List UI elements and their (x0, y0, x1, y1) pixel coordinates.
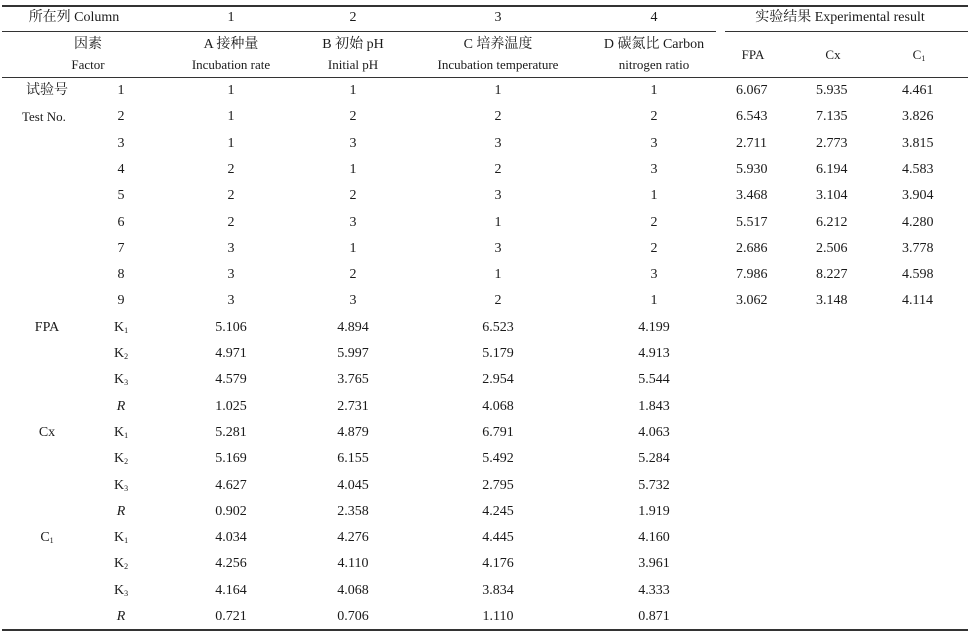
range-label (117, 609, 126, 625)
value-d: 0.871 (638, 609, 670, 624)
level-b: 2 (349, 188, 357, 203)
factor-b-cn: B 初始 pH (322, 37, 384, 52)
value-b: 4.110 (337, 556, 369, 571)
trial-number: 2 (117, 109, 125, 124)
result-header-fpa (742, 47, 765, 63)
level-c: 3 (494, 136, 502, 151)
result-cx: 6.212 (816, 215, 848, 230)
header-bottom-rule (2, 77, 968, 78)
result-fpa: 2.686 (736, 241, 768, 256)
factor-d-en: nitrogen ratio (618, 57, 690, 72)
level-a: 2 (227, 188, 235, 203)
value-a: 0.902 (215, 504, 247, 519)
result-fpa: 3.062 (736, 293, 768, 308)
level-d: 1 (650, 188, 658, 203)
result-cx: 2.773 (816, 136, 848, 151)
level-a: 3 (227, 293, 235, 308)
value-d: 3.961 (638, 556, 670, 571)
value-b: 4.068 (337, 583, 369, 598)
result-cx: 3.148 (816, 293, 848, 308)
result-c1: 3.778 (902, 241, 934, 256)
level-d: 2 (650, 241, 658, 256)
k-label-sub: 3 (124, 589, 129, 598)
k-label-sub: 2 (124, 457, 129, 466)
level-d: 2 (650, 109, 658, 124)
trial-number: 1 (117, 83, 125, 98)
value-d: 1.843 (638, 399, 670, 414)
trial-number: 8 (117, 267, 125, 282)
k-label (114, 556, 128, 572)
result-c1: 3.904 (902, 188, 934, 203)
factor-header-cn: 因素 (74, 37, 102, 52)
header-rule-right (725, 31, 968, 32)
k-label-sub: 1 (124, 326, 129, 335)
level-b: 1 (349, 162, 357, 177)
level-a: 1 (227, 136, 235, 151)
trial-number: 6 (117, 215, 125, 230)
result-header-c1 (913, 47, 926, 63)
level-c: 1 (494, 215, 502, 230)
result-fpa: 6.067 (736, 83, 768, 98)
value-b: 4.045 (337, 478, 369, 493)
level-b: 3 (349, 293, 357, 308)
level-c: 2 (494, 109, 502, 124)
result-cx: 3.104 (816, 188, 848, 203)
value-d: 4.199 (638, 320, 670, 335)
level-a: 1 (227, 109, 235, 124)
value-b: 4.276 (337, 530, 369, 545)
value-b: 6.155 (337, 451, 369, 466)
result-fpa: 5.517 (736, 215, 768, 230)
value-a: 1.025 (215, 399, 247, 414)
analysis-group-text: Cx (38, 425, 56, 440)
k-label (114, 425, 128, 441)
analysis-group-label (40, 530, 53, 546)
result-c1: 3.826 (902, 109, 934, 124)
result-fpa: 2.711 (736, 136, 767, 151)
value-c: 1.110 (482, 609, 514, 624)
value-b: 4.879 (337, 425, 369, 440)
value-a: 4.579 (215, 372, 247, 387)
level-c: 3 (494, 188, 502, 203)
trial-number: 7 (117, 241, 125, 256)
value-d: 4.913 (638, 346, 670, 361)
result-cx: 6.194 (816, 162, 848, 177)
level-d: 1 (650, 83, 658, 98)
col-number-1: 1 (227, 10, 235, 25)
k-label-sub: 2 (124, 562, 129, 571)
k-label (114, 346, 128, 362)
factor-b-en: Initial pH (327, 57, 379, 72)
value-b: 5.997 (337, 346, 369, 361)
k-label-text: K (113, 451, 125, 466)
value-a: 4.164 (215, 583, 247, 598)
level-c: 3 (494, 241, 502, 256)
k-label-text: K (113, 372, 125, 387)
result-c1: 4.598 (902, 267, 934, 282)
level-d: 3 (650, 136, 658, 151)
value-d: 5.732 (638, 478, 670, 493)
factor-header-en: Factor (71, 57, 105, 72)
level-a: 1 (227, 83, 235, 98)
level-d: 1 (650, 293, 658, 308)
value-d: 5.544 (638, 372, 670, 387)
k-label-text: K (113, 530, 125, 545)
result-c1: 4.280 (902, 215, 934, 230)
factor-d-cn: D 碳氮比 Carbon (603, 37, 705, 52)
value-b: 2.731 (337, 399, 369, 414)
level-c: 2 (494, 293, 502, 308)
k-label (114, 583, 128, 599)
experimental-result-header: 实验结果 Experimental result (755, 10, 925, 25)
test-label-cn: 试验号 (26, 83, 68, 98)
col-number-4: 4 (650, 10, 658, 25)
value-a: 4.627 (215, 478, 247, 493)
value-b: 0.706 (337, 609, 369, 624)
result-c1: 4.114 (902, 293, 933, 308)
top-rule (2, 5, 968, 7)
level-b: 3 (349, 215, 357, 230)
value-c: 6.791 (482, 425, 514, 440)
k-label-sub: 3 (124, 484, 129, 493)
k-label-text: K (113, 425, 125, 440)
result-c1: 4.583 (902, 162, 934, 177)
k-label-text: K (113, 556, 125, 571)
value-c: 5.492 (482, 451, 514, 466)
header-rule-left (2, 31, 716, 32)
value-d: 4.063 (638, 425, 670, 440)
value-a: 0.721 (215, 609, 247, 624)
result-fpa: 3.468 (736, 188, 768, 203)
value-d: 5.284 (638, 451, 670, 466)
value-d: 4.160 (638, 530, 670, 545)
k-label (114, 372, 128, 388)
analysis-group-sub: 1 (49, 536, 54, 545)
k-label-text: K (113, 320, 125, 335)
analysis-group-label (39, 425, 55, 441)
k-label-text: R (116, 609, 126, 624)
k-label (114, 320, 128, 336)
k-label-sub: 2 (124, 352, 129, 361)
k-label (114, 478, 128, 494)
level-b: 1 (349, 83, 357, 98)
factor-a-en: Incubation rate (191, 57, 271, 72)
k-label-sub: 1 (124, 536, 129, 545)
k-label-text: K (113, 478, 125, 493)
level-a: 3 (227, 267, 235, 282)
level-b: 3 (349, 136, 357, 151)
k-label-text: K (113, 583, 125, 598)
level-b: 2 (349, 267, 357, 282)
analysis-group-label (35, 320, 59, 336)
result-fpa: 6.543 (736, 109, 768, 124)
level-a: 2 (227, 162, 235, 177)
result-cx: 5.935 (816, 83, 848, 98)
value-a: 4.034 (215, 530, 247, 545)
range-label (117, 504, 126, 520)
value-b: 2.358 (337, 504, 369, 519)
value-c: 2.795 (482, 478, 514, 493)
value-c: 5.179 (482, 346, 514, 361)
range-label (117, 399, 126, 415)
test-label-en: Test No. (22, 109, 66, 124)
trial-number: 5 (117, 188, 125, 203)
k-label-sub: 1 (124, 431, 129, 440)
level-a: 3 (227, 241, 235, 256)
trial-number: 9 (117, 293, 125, 308)
col-number-3: 3 (494, 10, 502, 25)
value-c: 4.445 (482, 530, 514, 545)
result-fpa: 7.986 (736, 267, 768, 282)
result-header-fpa-text: FPA (741, 47, 765, 62)
value-b: 4.894 (337, 320, 369, 335)
value-b: 3.765 (337, 372, 369, 387)
factor-a-cn: A 接种量 (203, 37, 259, 52)
trial-number: 3 (117, 136, 125, 151)
value-a: 5.169 (215, 451, 247, 466)
result-cx: 8.227 (816, 267, 848, 282)
factor-c-en: Incubation temperature (437, 57, 559, 72)
k-label-text: K (113, 346, 125, 361)
factor-c-cn: C 培养温度 (463, 37, 533, 52)
result-header-cx (825, 47, 840, 63)
result-header-c1-sub: 1 (921, 54, 926, 63)
level-d: 2 (650, 215, 658, 230)
result-cx: 2.506 (816, 241, 848, 256)
analysis-group-text: C (40, 530, 50, 545)
k-label-text: R (116, 504, 126, 519)
level-c: 1 (494, 83, 502, 98)
level-d: 3 (650, 267, 658, 282)
value-c: 3.834 (482, 583, 514, 598)
k-label-sub: 3 (124, 378, 129, 387)
value-c: 6.523 (482, 320, 514, 335)
column-label: 所在列 Column (28, 10, 120, 25)
result-header-c1-text: C (912, 47, 922, 62)
value-a: 5.281 (215, 425, 247, 440)
value-a: 5.106 (215, 320, 247, 335)
level-b: 2 (349, 109, 357, 124)
value-c: 4.245 (482, 504, 514, 519)
value-c: 4.068 (482, 399, 514, 414)
col-number-2: 2 (349, 10, 357, 25)
analysis-group-text: FPA (34, 320, 60, 335)
k-label-text: R (116, 399, 126, 414)
level-b: 1 (349, 241, 357, 256)
value-a: 4.256 (215, 556, 247, 571)
result-header-cx-text: Cx (825, 47, 841, 62)
value-d: 4.333 (638, 583, 670, 598)
result-c1: 3.815 (902, 136, 934, 151)
k-label (114, 451, 128, 467)
value-c: 4.176 (482, 556, 514, 571)
value-a: 4.971 (215, 346, 247, 361)
trial-number: 4 (117, 162, 125, 177)
level-c: 1 (494, 267, 502, 282)
bottom-rule (2, 629, 968, 631)
k-label (114, 530, 128, 546)
result-fpa: 5.930 (736, 162, 768, 177)
level-c: 2 (494, 162, 502, 177)
level-d: 3 (650, 162, 658, 177)
value-d: 1.919 (638, 504, 670, 519)
result-cx: 7.135 (816, 109, 848, 124)
result-c1: 4.461 (902, 83, 934, 98)
level-a: 2 (227, 215, 235, 230)
value-c: 2.954 (482, 372, 514, 387)
